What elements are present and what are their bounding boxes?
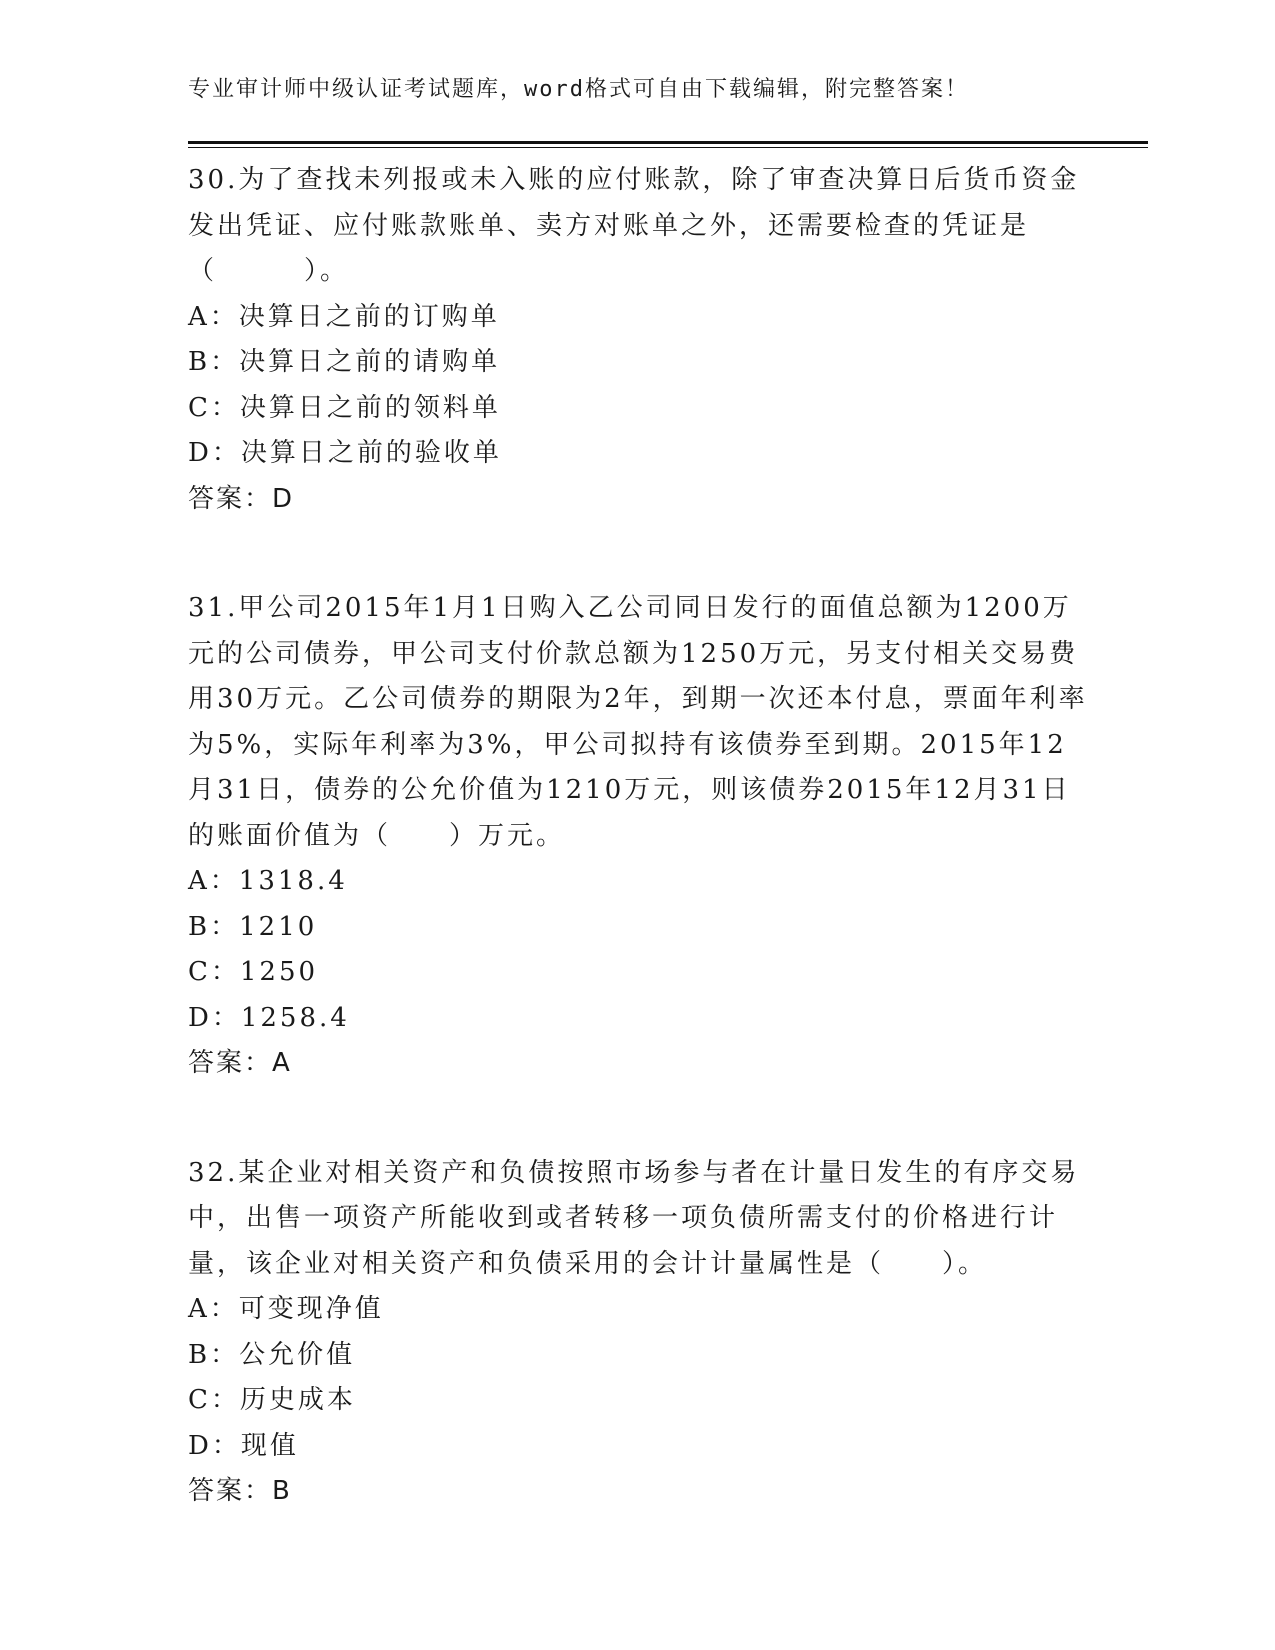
header-rule-thick (188, 141, 1148, 144)
option-a: A：1318.4 (188, 866, 348, 896)
option-b: B：公允价值 (188, 1339, 356, 1370)
question-30 (188, 158, 1088, 522)
option-c: C：历史成本 (188, 1385, 356, 1415)
question-stem: 32.某企业对相关资产和负债按照市场参与者在计量日发生的有序交易中，出售一项资产所能收到或者转移一项负债所需支付的价格进行计量，该企业对相关资产和负债采用的会计计量属性是（ ）。 (188, 1157, 1080, 1279)
option-b: B：1210 (188, 911, 318, 942)
question-stem: 30.为了查找未列报或未入账的应付账款，除了审查决算日后货币资金发出凭证、应付账款账单、卖方对账单之外，还需要检查的凭证是（ ）。 (188, 165, 1080, 286)
question-31 (188, 586, 1088, 1087)
answer-line: 答案：A (188, 1048, 292, 1078)
option-c: C：1250 (188, 957, 319, 987)
option-d: D：1258.4 (188, 1002, 350, 1033)
page-header: 专业审计师中级认证考试题库，word格式可自由下载编辑，附完整答案！ (188, 77, 969, 102)
answer-line: 答案：D (188, 483, 295, 514)
question-stem: 31.甲公司2015年1月1日购入乙公司同日发行的面值总额为1200万元的公司债券，甲公司支付价款总额为1250万元，另支付相关交易费用30万元。乙公司债券的期限为2年，到期一次还本付息，票面年利率为5%，实际年利率为3%，甲公司拟持有该债券至到期。2015年12月31日，债券的公允价值为1210万元，则该债券2015年12月31日的账面价值为（ ）万元。 (188, 593, 1088, 851)
answer-line: 答案：B (188, 1476, 292, 1506)
option-c: C：决算日之前的领料单 (188, 392, 501, 423)
option-d: D：现值 (188, 1430, 299, 1461)
option-d: D：决算日之前的验收单 (188, 438, 502, 468)
question-list (188, 158, 1088, 1579)
question-32 (188, 1151, 1088, 1515)
option-a: A：可变现净值 (188, 1294, 384, 1324)
option-a: A：决算日之前的订购单 (188, 301, 500, 332)
option-b: B：决算日之前的请购单 (188, 347, 501, 377)
header-rule-thin (188, 147, 1148, 148)
